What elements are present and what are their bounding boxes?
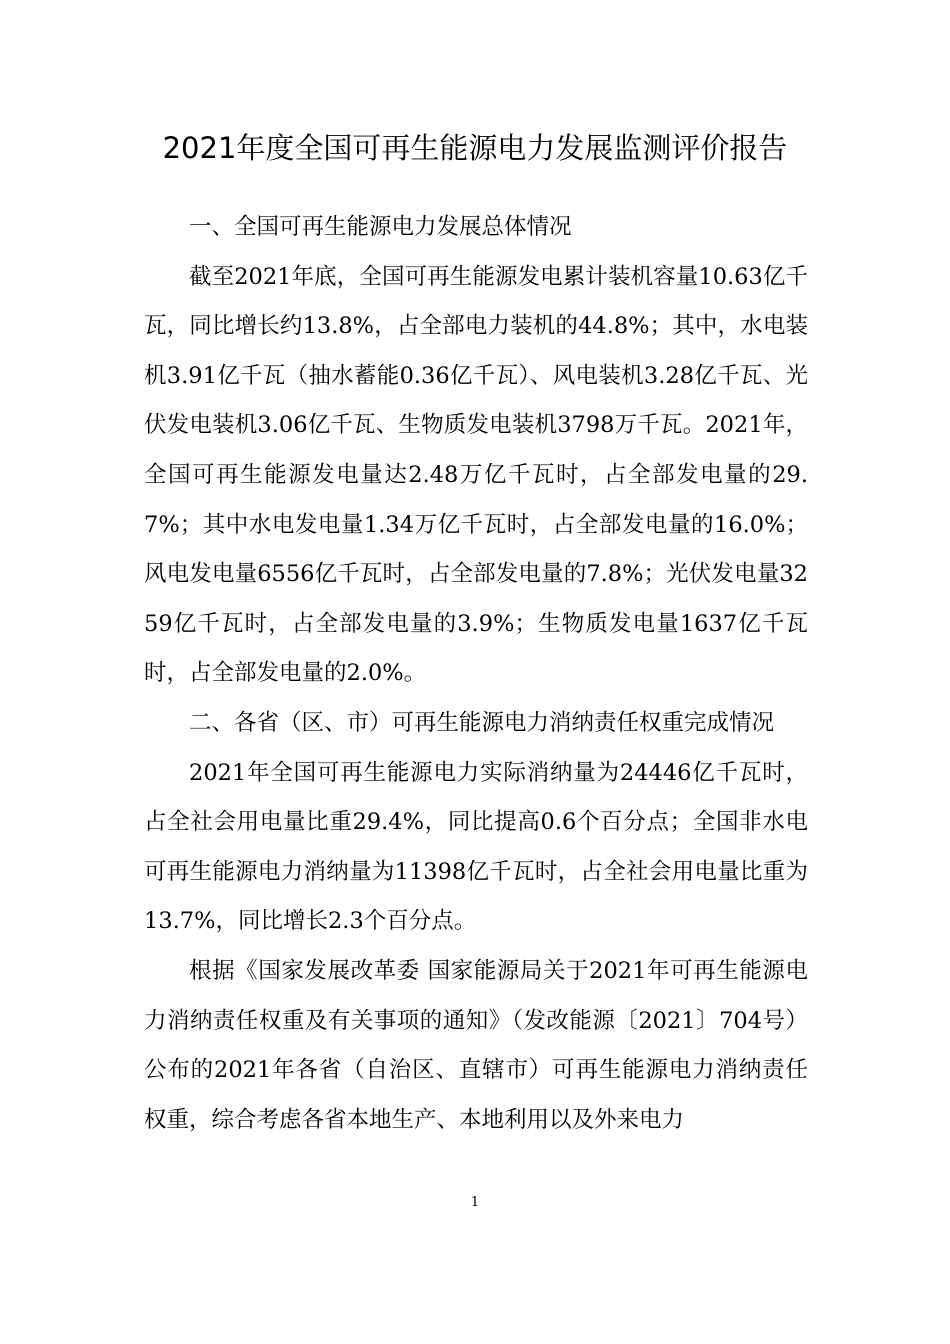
paragraph: 截至2021年底，全国可再生能源发电累计装机容量10.63亿千瓦，同比增长约13.8%，占全部电力装机的44.8%；其中，水电装机3.91亿千瓦（抽水蓄能0.36亿千瓦）、风电装机3.28亿千瓦、光伏发电装机3.06亿千瓦、生物质发电装机3798万千瓦。2021年，全国可再生能源发电量达2.48万亿千瓦时，占全部发电量的29.7%；其中水电发电量1.34万亿千瓦时，占全部发电量的16.0%；风电发电量6556亿千瓦时，占全部发电量的7.8%；光伏发电量3259亿千瓦时，占全部发电量的3.9%；生物质发电量1637亿千瓦时，占全部发电量的2.0%。 <box>144 263 808 687</box>
document-title: 2021年度全国可再生能源电力发展监测评价报告 <box>162 131 788 165</box>
section-heading: 一、全国可再生能源电力发展总体情况 <box>189 214 572 240</box>
section-2 <box>144 699 808 1145</box>
section-heading: 二、各省（区、市）可再生能源电力消纳责任权重完成情况 <box>189 709 775 736</box>
page-number: 1 <box>470 1195 480 1210</box>
document-body <box>144 203 808 1145</box>
paragraph: 根据《国家发展改革委 国家能源局关于2021年可再生能源电力消纳责任权重及有关事项的通知》（发改能源〔2021〕704号）公布的2021年各省（自治区、直辖市）可再生能源电力消纳责任权重，综合考虑各省本地生产、本地利用以及外来电力 <box>144 957 808 1133</box>
paragraph: 2021年全国可再生能源电力实际消纳量为24446亿千瓦时，占全社会用电量比重29.4%，同比提高0.6个百分点；全国非水电可再生能源电力消纳量为11398亿千瓦时，占全社会用电量比重为13.7%，同比增长2.3个百分点。 <box>144 759 808 935</box>
section-1 <box>144 203 808 699</box>
